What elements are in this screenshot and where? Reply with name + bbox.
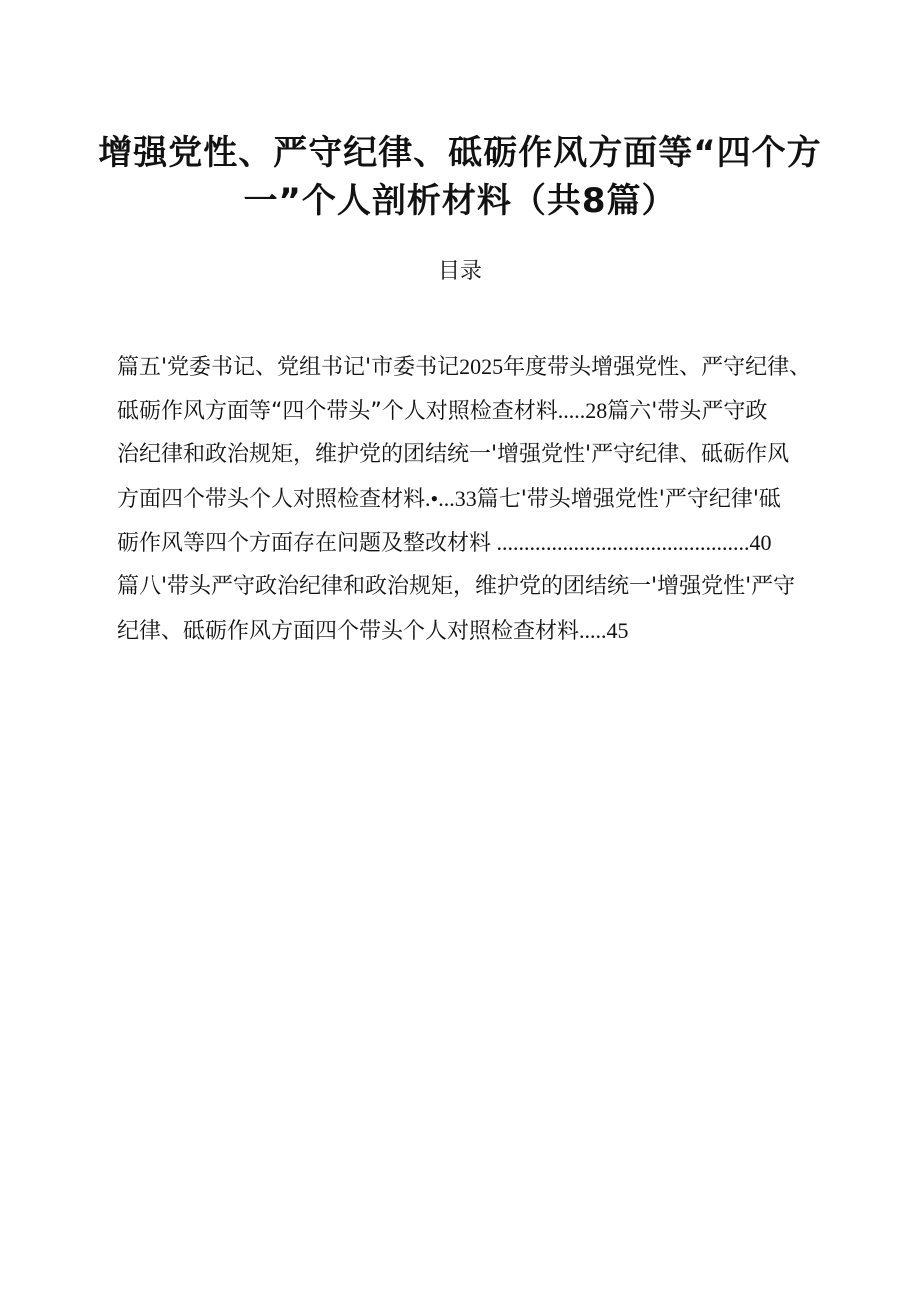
toc-line-number: 2025	[459, 354, 504, 379]
document-title-line-2: 一”个人剖析材料（共8篇）	[243, 181, 677, 221]
toc-line-text: 砥砺作风方面等“四个带头”个人对照检查材料	[117, 399, 558, 424]
toc-line	[117, 391, 767, 432]
toc-line	[117, 479, 781, 520]
toc-line-text: 治纪律和政治规矩，维护党的团结统一'增强党性'严守纪律、砥砺作风	[117, 442, 790, 467]
toc-line-tail: 篇六'带头严守政	[607, 399, 768, 424]
toc-line-tail: 篇七'带头增强党性'严守纪律'砥	[476, 487, 781, 512]
toc-line-page-number: ..............................................40	[491, 530, 772, 555]
toc-line-page-number: .•...33	[425, 486, 477, 511]
toc-line	[117, 611, 629, 652]
toc-line-tail: 年度带头增强党性、严守纪律、	[503, 355, 812, 380]
toc-line-text: 篇五'党委书记、党组书记'市委书记	[117, 355, 460, 380]
toc-line	[117, 435, 789, 475]
toc-line-page-number: .....45	[579, 618, 629, 643]
toc-heading: 目录	[437, 259, 482, 284]
toc-line	[117, 523, 772, 564]
document-title-line-1: 增强党性、严守纪律、砥砺作风方面等“四个方	[98, 133, 822, 173]
toc-line	[117, 347, 811, 388]
toc-line-text: 纪律、砥砺作风方面四个带头个人对照检查材料	[117, 619, 580, 644]
toc-line	[117, 567, 795, 607]
toc-line-text: 篇八'带头严守政治纪律和政治规矩，维护党的团结统一'增强党性'严守	[117, 574, 796, 599]
toc-line-text: 砺作风等四个方面存在问题及整改材料	[117, 531, 492, 556]
toc-line-page-number: .....28	[557, 398, 608, 423]
toc-line-text: 方面四个带头个人对照检查材料	[117, 487, 426, 512]
